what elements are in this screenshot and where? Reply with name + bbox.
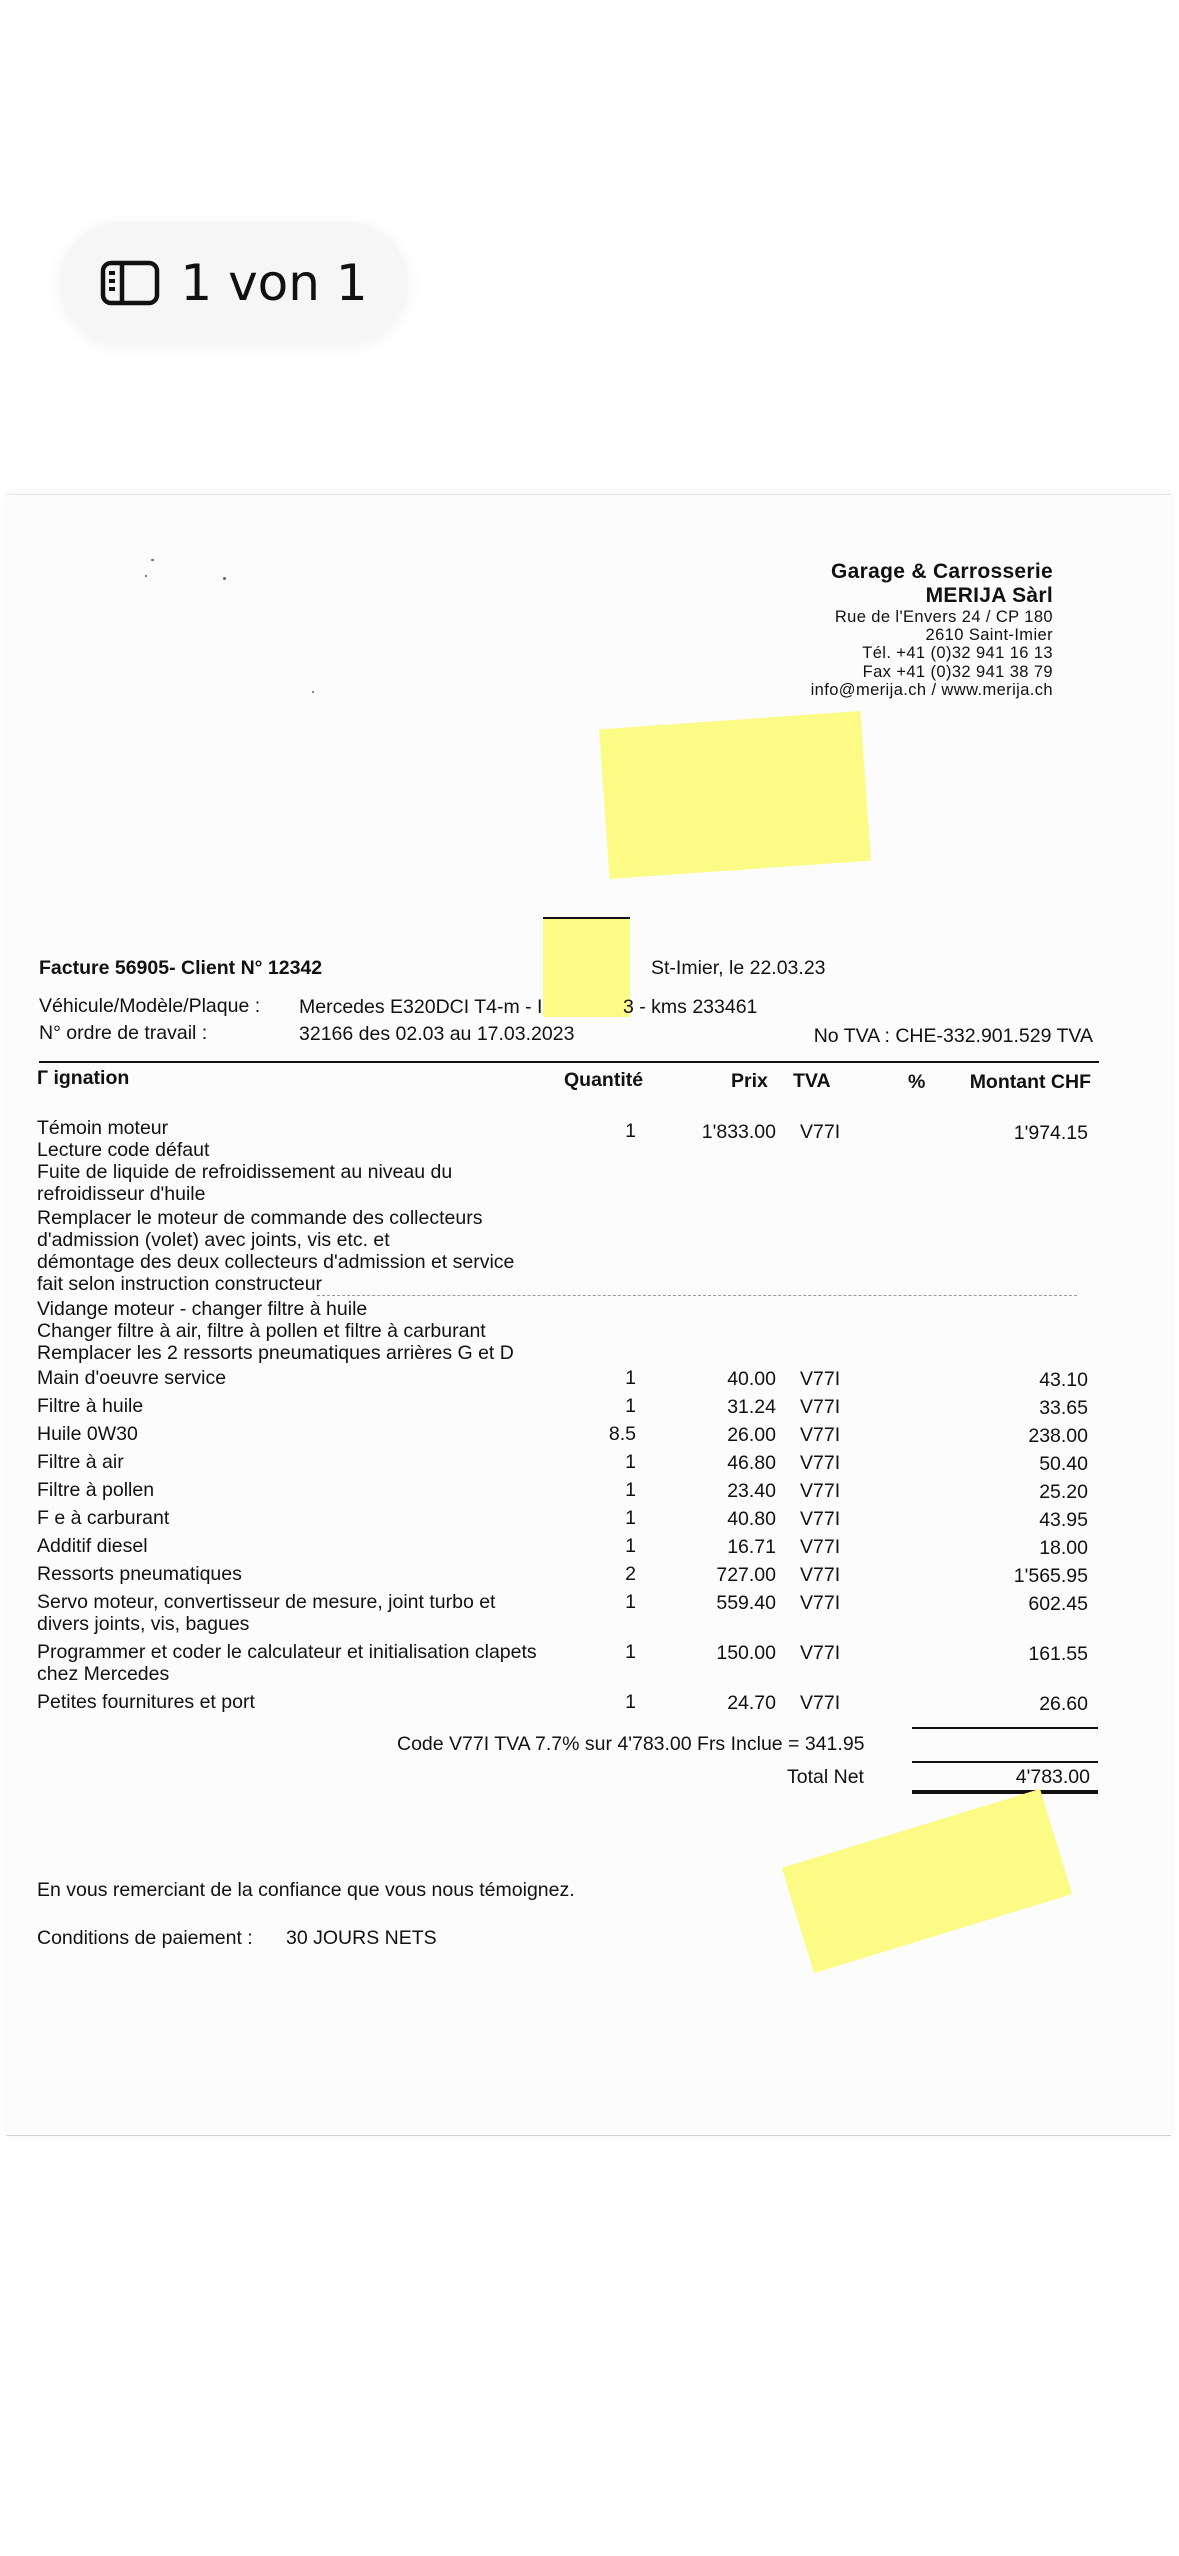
work-line: Remplacer le moteur de commande des collecteurs xyxy=(37,1207,483,1229)
item-description-continued: divers joints, vis, bagues xyxy=(37,1613,250,1635)
company-name: MERIJA Sàrl xyxy=(925,584,1053,607)
item-quantity: 1 xyxy=(625,1451,636,1473)
item-description: Additif diesel xyxy=(37,1535,148,1557)
item-vat-code: V77I xyxy=(800,1424,841,1446)
work-line: Témoin moteur xyxy=(37,1117,169,1139)
company-line: Garage & Carrosserie xyxy=(831,560,1053,583)
item-quantity: 1 xyxy=(625,1507,636,1529)
item-price: 46.80 xyxy=(727,1452,776,1474)
payment-terms-value: 30 JOURS NETS xyxy=(286,1927,437,1949)
col-designation: Г ignation xyxy=(37,1067,130,1089)
vat-number: No TVA : CHE-332.901.529 TVA xyxy=(813,1025,1093,1047)
company-fax: Fax +41 (0)32 941 38 79 xyxy=(862,662,1053,681)
item-vat-code: V77I xyxy=(800,1536,841,1558)
company-phone: Tél. +41 (0)32 941 16 13 xyxy=(862,644,1053,663)
header-rule xyxy=(39,1061,1099,1063)
redaction-sticker xyxy=(543,919,630,1017)
item-quantity: 1 xyxy=(625,1641,636,1663)
item-amount: 33.65 xyxy=(1039,1397,1088,1419)
redaction-sticker xyxy=(599,711,871,879)
work-line: démontage des deux collecteurs d'admission et service xyxy=(37,1251,515,1273)
item-amount: 161.55 xyxy=(1028,1643,1088,1665)
first-row-vat: V77I xyxy=(800,1121,841,1143)
payment-terms-label: Conditions de paiement : xyxy=(37,1927,253,1949)
item-vat-code: V77I xyxy=(800,1692,841,1714)
item-quantity: 1 xyxy=(625,1395,636,1417)
item-quantity: 8.5 xyxy=(608,1423,636,1445)
col-vat: TVA xyxy=(793,1070,831,1092)
item-description: Filtre à air xyxy=(37,1451,124,1473)
item-price: 40.80 xyxy=(727,1508,776,1530)
vehicle-value-tail: 3 - kms 233461 xyxy=(623,996,758,1018)
order-value: 32166 des 02.03 au 17.03.2023 xyxy=(299,1023,575,1045)
item-description: Huile 0W30 xyxy=(37,1423,138,1445)
item-description: Servo moteur, convertisseur de mesure, joint turbo et xyxy=(37,1591,496,1613)
item-price: 24.70 xyxy=(727,1692,776,1714)
item-amount: 602.45 xyxy=(1028,1593,1088,1615)
col-quantity: Quantité xyxy=(564,1069,644,1091)
item-amount: 26.60 xyxy=(1039,1693,1088,1715)
work-line: Lecture code défaut xyxy=(37,1139,210,1161)
item-quantity: 1 xyxy=(625,1535,636,1557)
item-description: F e à carburant xyxy=(37,1507,170,1529)
total-label: Total Net xyxy=(787,1766,864,1788)
item-description: Filtre à pollen xyxy=(37,1479,155,1501)
col-percent: % xyxy=(908,1071,926,1093)
company-city: 2610 Saint-Imier xyxy=(925,626,1053,645)
work-line: refroidisseur d'huile xyxy=(37,1183,206,1205)
vehicle-label: Véhicule/Modèle/Plaque : xyxy=(39,995,261,1017)
page-indicator[interactable] xyxy=(60,222,408,344)
work-line: Changer filtre à air, filtre à pollen et filtre à carburant xyxy=(37,1320,486,1342)
company-address xyxy=(811,560,1053,699)
item-amount: 1'565.95 xyxy=(1013,1565,1088,1587)
work-line: Fuite de liquide de refroidissement au niveau du xyxy=(37,1161,453,1183)
item-price: 31.24 xyxy=(727,1396,776,1418)
item-price: 559.40 xyxy=(716,1592,776,1614)
item-vat-code: V77I xyxy=(800,1368,841,1390)
total-double-rule xyxy=(912,1790,1098,1794)
item-price: 727.00 xyxy=(716,1564,776,1586)
item-description: Petites fournitures et port xyxy=(37,1691,255,1713)
item-vat-code: V77I xyxy=(800,1592,841,1614)
thanks-text: En vous remerciant de la confiance que vous nous témoignez. xyxy=(37,1879,575,1901)
item-quantity: 1 xyxy=(625,1367,636,1389)
item-vat-code: V77I xyxy=(800,1564,841,1586)
work-line: Vidange moteur - changer filtre à huile xyxy=(37,1298,368,1320)
item-price: 150.00 xyxy=(716,1642,776,1664)
item-amount: 238.00 xyxy=(1028,1425,1088,1447)
invoice-title: Facture 56905- Client N° 12342 xyxy=(39,957,323,979)
item-description: Filtre à huile xyxy=(37,1395,144,1417)
vat-summary: Code V77I TVA 7.7% sur 4'783.00 Frs Inclue = 341.95 xyxy=(397,1733,865,1755)
item-amount: 18.00 xyxy=(1039,1537,1088,1559)
item-description: Programmer et coder le calculateur et initialisation clapets xyxy=(37,1641,537,1663)
item-price: 26.00 xyxy=(727,1424,776,1446)
item-price: 16.71 xyxy=(727,1536,776,1558)
first-row-price: 1'833.00 xyxy=(701,1121,776,1143)
item-description: Ressorts pneumatiques xyxy=(37,1563,242,1585)
item-quantity: 2 xyxy=(625,1563,636,1585)
item-quantity: 1 xyxy=(625,1691,636,1713)
company-web: info@merija.ch / www.merija.ch xyxy=(810,680,1053,699)
order-label: N° ordre de travail : xyxy=(39,1022,208,1044)
item-amount: 43.95 xyxy=(1039,1509,1088,1531)
col-amount: Montant CHF xyxy=(969,1071,1091,1093)
work-line: Remplacer les 2 ressorts pneumatiques arrières G et D xyxy=(37,1342,514,1364)
place-date: St-Imier, le 22.03.23 xyxy=(651,957,826,979)
total-value: 4'783.00 xyxy=(1015,1766,1090,1788)
item-amount: 50.40 xyxy=(1039,1453,1088,1475)
signature-redaction xyxy=(782,1789,1072,1973)
vehicle-value: Mercedes E320DCI T4-m - I xyxy=(299,996,543,1018)
invoice-page xyxy=(7,494,1171,2136)
item-amount: 25.20 xyxy=(1039,1481,1088,1503)
scan-fold-line xyxy=(317,1295,1077,1296)
item-vat-code: V77I xyxy=(800,1396,841,1418)
item-amount: 43.10 xyxy=(1039,1369,1088,1391)
page-indicator-label: 1 von 1 xyxy=(180,254,368,312)
item-description-continued: chez Mercedes xyxy=(37,1663,170,1685)
sidebar-icon xyxy=(100,260,160,306)
item-quantity: 1 xyxy=(625,1479,636,1501)
item-price: 40.00 xyxy=(727,1368,776,1390)
company-street: Rue de l'Envers 24 / CP 180 xyxy=(834,608,1053,626)
item-vat-code: V77I xyxy=(800,1452,841,1474)
work-line: d'admission (volet) avec joints, vis etc. et xyxy=(37,1229,390,1251)
item-quantity: 1 xyxy=(625,1591,636,1613)
item-price: 23.40 xyxy=(727,1480,776,1502)
item-vat-code: V77I xyxy=(800,1480,841,1502)
item-vat-code: V77I xyxy=(800,1642,841,1664)
col-price: Prix xyxy=(731,1070,768,1092)
work-line: fait selon instruction constructeur xyxy=(37,1273,323,1295)
item-description: Main d'oeuvre service xyxy=(37,1367,227,1389)
first-row-qty: 1 xyxy=(625,1120,636,1142)
item-vat-code: V77I xyxy=(800,1508,841,1530)
first-row-amount: 1'974.15 xyxy=(1013,1122,1088,1144)
